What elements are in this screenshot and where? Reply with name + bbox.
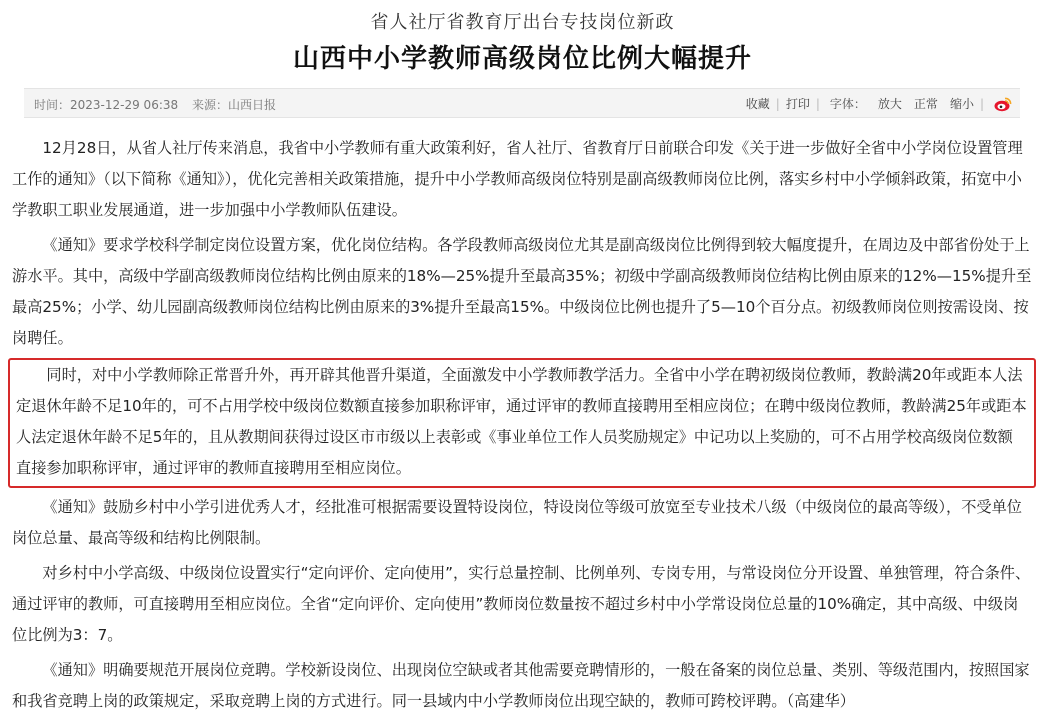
font-normal-link[interactable]: 正常: [913, 97, 938, 111]
article-title: 山西中小学教师高级岗位比例大幅提升: [292, 44, 752, 74]
article-body: [12, 129, 1032, 721]
article-paragraph: 《通知》要求学校科学制定岗位设置方案，优化岗位结构。各学段教师高级岗位尤其是副高级岗位比例得到较大幅度提升，在周边及中部省份处于上游水平。其中，高级中学副高级教师岗位结构比例由原来的18%—25%提升至最高35%；初级中学副高级教师岗位结构比例由原来的12%—15%提升至最高25%；小学、幼儿园副高级教师岗位结构比例由原来的3%提升至最高15%。中级岗位比例也提升了5—10个百分点。初级教师岗位则按需设岗、按岗聘任。: [12, 236, 1032, 347]
font-small-link[interactable]: 缩小: [949, 97, 974, 111]
meta-tools: [740, 95, 1012, 112]
font-large-link[interactable]: 放大: [877, 97, 902, 111]
article-meta-bar: [24, 88, 1020, 118]
highlighted-paragraph: 同时，对中小学教师除正常晋升外，再开辟其他晋升渠道，全面激发中小学教师教学活力。全省中小学在聘初级岗位教师，教龄满20年或距本人法定退休年龄不足10年的，可不占用学校中级岗位数额直接参加职称评审，通过评审的教师直接聘用至相应岗位；在聘中级岗位教师，教龄满25年或距本人法定退休年龄不足5年的，且从教期间获得过设区市市级以上表彰或《事业单位工作人员奖励规定》中记功以上奖励的，可不占用学校高级岗位数额直接参加职称评审，通过评审的教师直接聘用至相应岗位。: [8, 358, 1036, 488]
divider: |: [979, 96, 984, 111]
print-link[interactable]: 打印: [785, 97, 810, 111]
article-paragraph: 12月28日，从省人社厅传来消息，我省中小学教师有重大政策利好，省人社厅、省教育厅日前联合印发《关于进一步做好全省中小学岗位设置管理工作的通知》（以下简称《通知》），优化完善相关政策措施，提升中小学教师高级岗位特别是副高级教师岗位比例，落实乡村中小学倾斜政策，拓宽中小学教职工职业发展通道，进一步加强中小学教师队伍建设。: [12, 139, 1023, 219]
font-size-label: 字体：: [829, 97, 866, 111]
publish-time: 时间：2023-12-29 06:38: [34, 98, 179, 112]
article-paragraph: 《通知》鼓励乡村中小学引进优秀人才，经批准可根据需要设置特设岗位，特设岗位等级可放宽至专业技术八级（中级岗位的最高等级），不受单位岗位总量、最高等级和结构比例限制。: [12, 498, 1022, 547]
meta-info: [34, 96, 286, 113]
article-paragraph: 《通知》明确要规范开展岗位竞聘。学校新设岗位、出现岗位空缺或者其他需要竞聘情形的，一般在备案的岗位总量、类别、等级范围内，按照国家和我省竞聘上岗的政策规定，采取竞聘上岗的方式进行。同一县域内中小学教师岗位出现空缺的，教师可跨校评聘。（高建华）: [12, 661, 1030, 710]
divider: |: [775, 96, 780, 111]
weibo-icon[interactable]: [994, 96, 1012, 112]
article-source: 来源：山西日报: [191, 98, 276, 112]
article-subtitle: 省人社厅省教育厅出台专技岗位新政: [370, 12, 675, 33]
favorite-link[interactable]: 收藏: [745, 97, 770, 111]
article-paragraph: 对乡村中小学高级、中级岗位设置实行“定向评价、定向使用”，实行总量控制、比例单列、专岗专用，与常设岗位分开设置、单独管理，符合条件、通过评审的教师，可直接聘用至相应岗位。全省“定向评价、定向使用”教师岗位数量按不超过乡村中小学常设岗位总量的10%确定，其中高级、中级岗位比例为3：7。: [12, 564, 1031, 644]
divider: |: [815, 96, 820, 111]
